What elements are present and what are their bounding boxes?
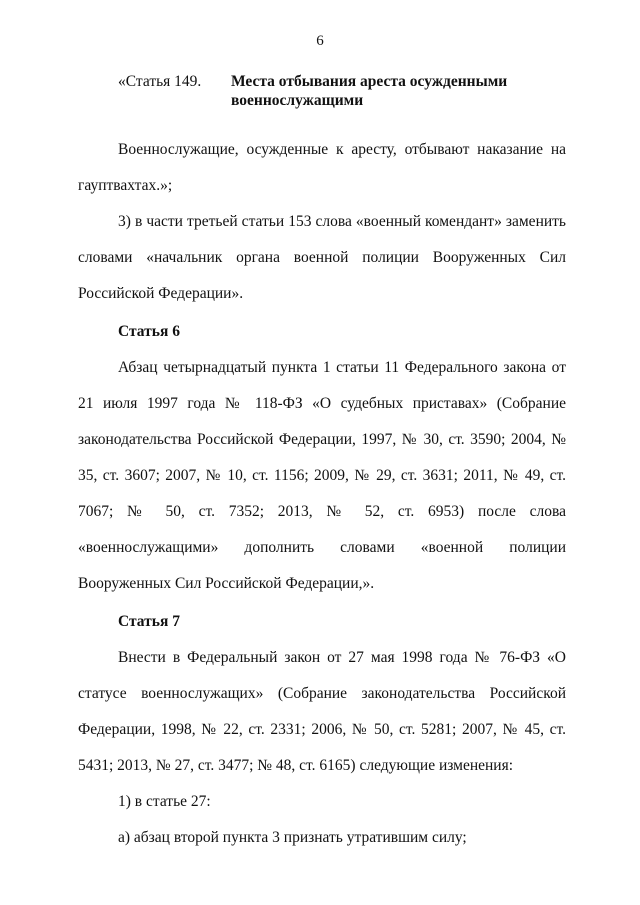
page-number: 6 bbox=[316, 33, 324, 49]
article-6-heading: Статья 6 bbox=[118, 323, 180, 340]
article-149-title: Места отбывания ареста осужденными военнослужащими bbox=[231, 73, 508, 109]
document-body bbox=[78, 72, 566, 856]
article-149-label: «Статья 149. bbox=[118, 73, 202, 90]
article-7-heading: Статья 7 bbox=[118, 613, 180, 630]
paragraph-article-27: 1) в статье 27: bbox=[118, 793, 211, 810]
paragraph-bailiffs-law-amendment: Абзац четырнадцатый пункта 1 статьи 11 Федерального закона от 21 июля 1997 года № 118-ФЗ «О судебных приставах» (Собрание законодательства Российской Федерации, 1997, № 30, ст. 3590; 2004, № 35, ст. 3607; 2007, № 10, ст. 1156; 2009, № 29, ст. 3631; 2011, № 49, ст. 7067; № 50, ст. 7352; 2013, № 52, ст. 6953) после слова «военнослужащими» дополнить словами «военной полиции Вооруженных Сил Российской Федерации,». bbox=[78, 359, 566, 592]
paragraph-status-law-amendment: Внести в Федеральный закон от 27 мая 1998 года № 76-ФЗ «О статусе военнослужащих» (Собрание законодательства Российской Федерации, 1998, № 22, ст. 2331; 2006, № 50, ст. 5281; 2007, № 45, ст. 5431; 2013, № 27, ст. 3477; № 48, ст. 6165) следующие изменения: bbox=[78, 649, 566, 774]
paragraph-military-arrest: Военнослужащие, осужденные к аресту, отбывают наказание на гауптвахтах.»; bbox=[78, 141, 566, 194]
paragraph-clause-a: а) абзац второй пункта 3 признать утратившим силу; bbox=[118, 829, 467, 846]
article-149-header bbox=[78, 72, 566, 110]
paragraph-article-153-amendment: 3) в части третьей статьи 153 слова «военный комендант» заменить словами «начальник органа военной полиции Вооруженных Сил Российской Федерации». bbox=[78, 213, 566, 302]
